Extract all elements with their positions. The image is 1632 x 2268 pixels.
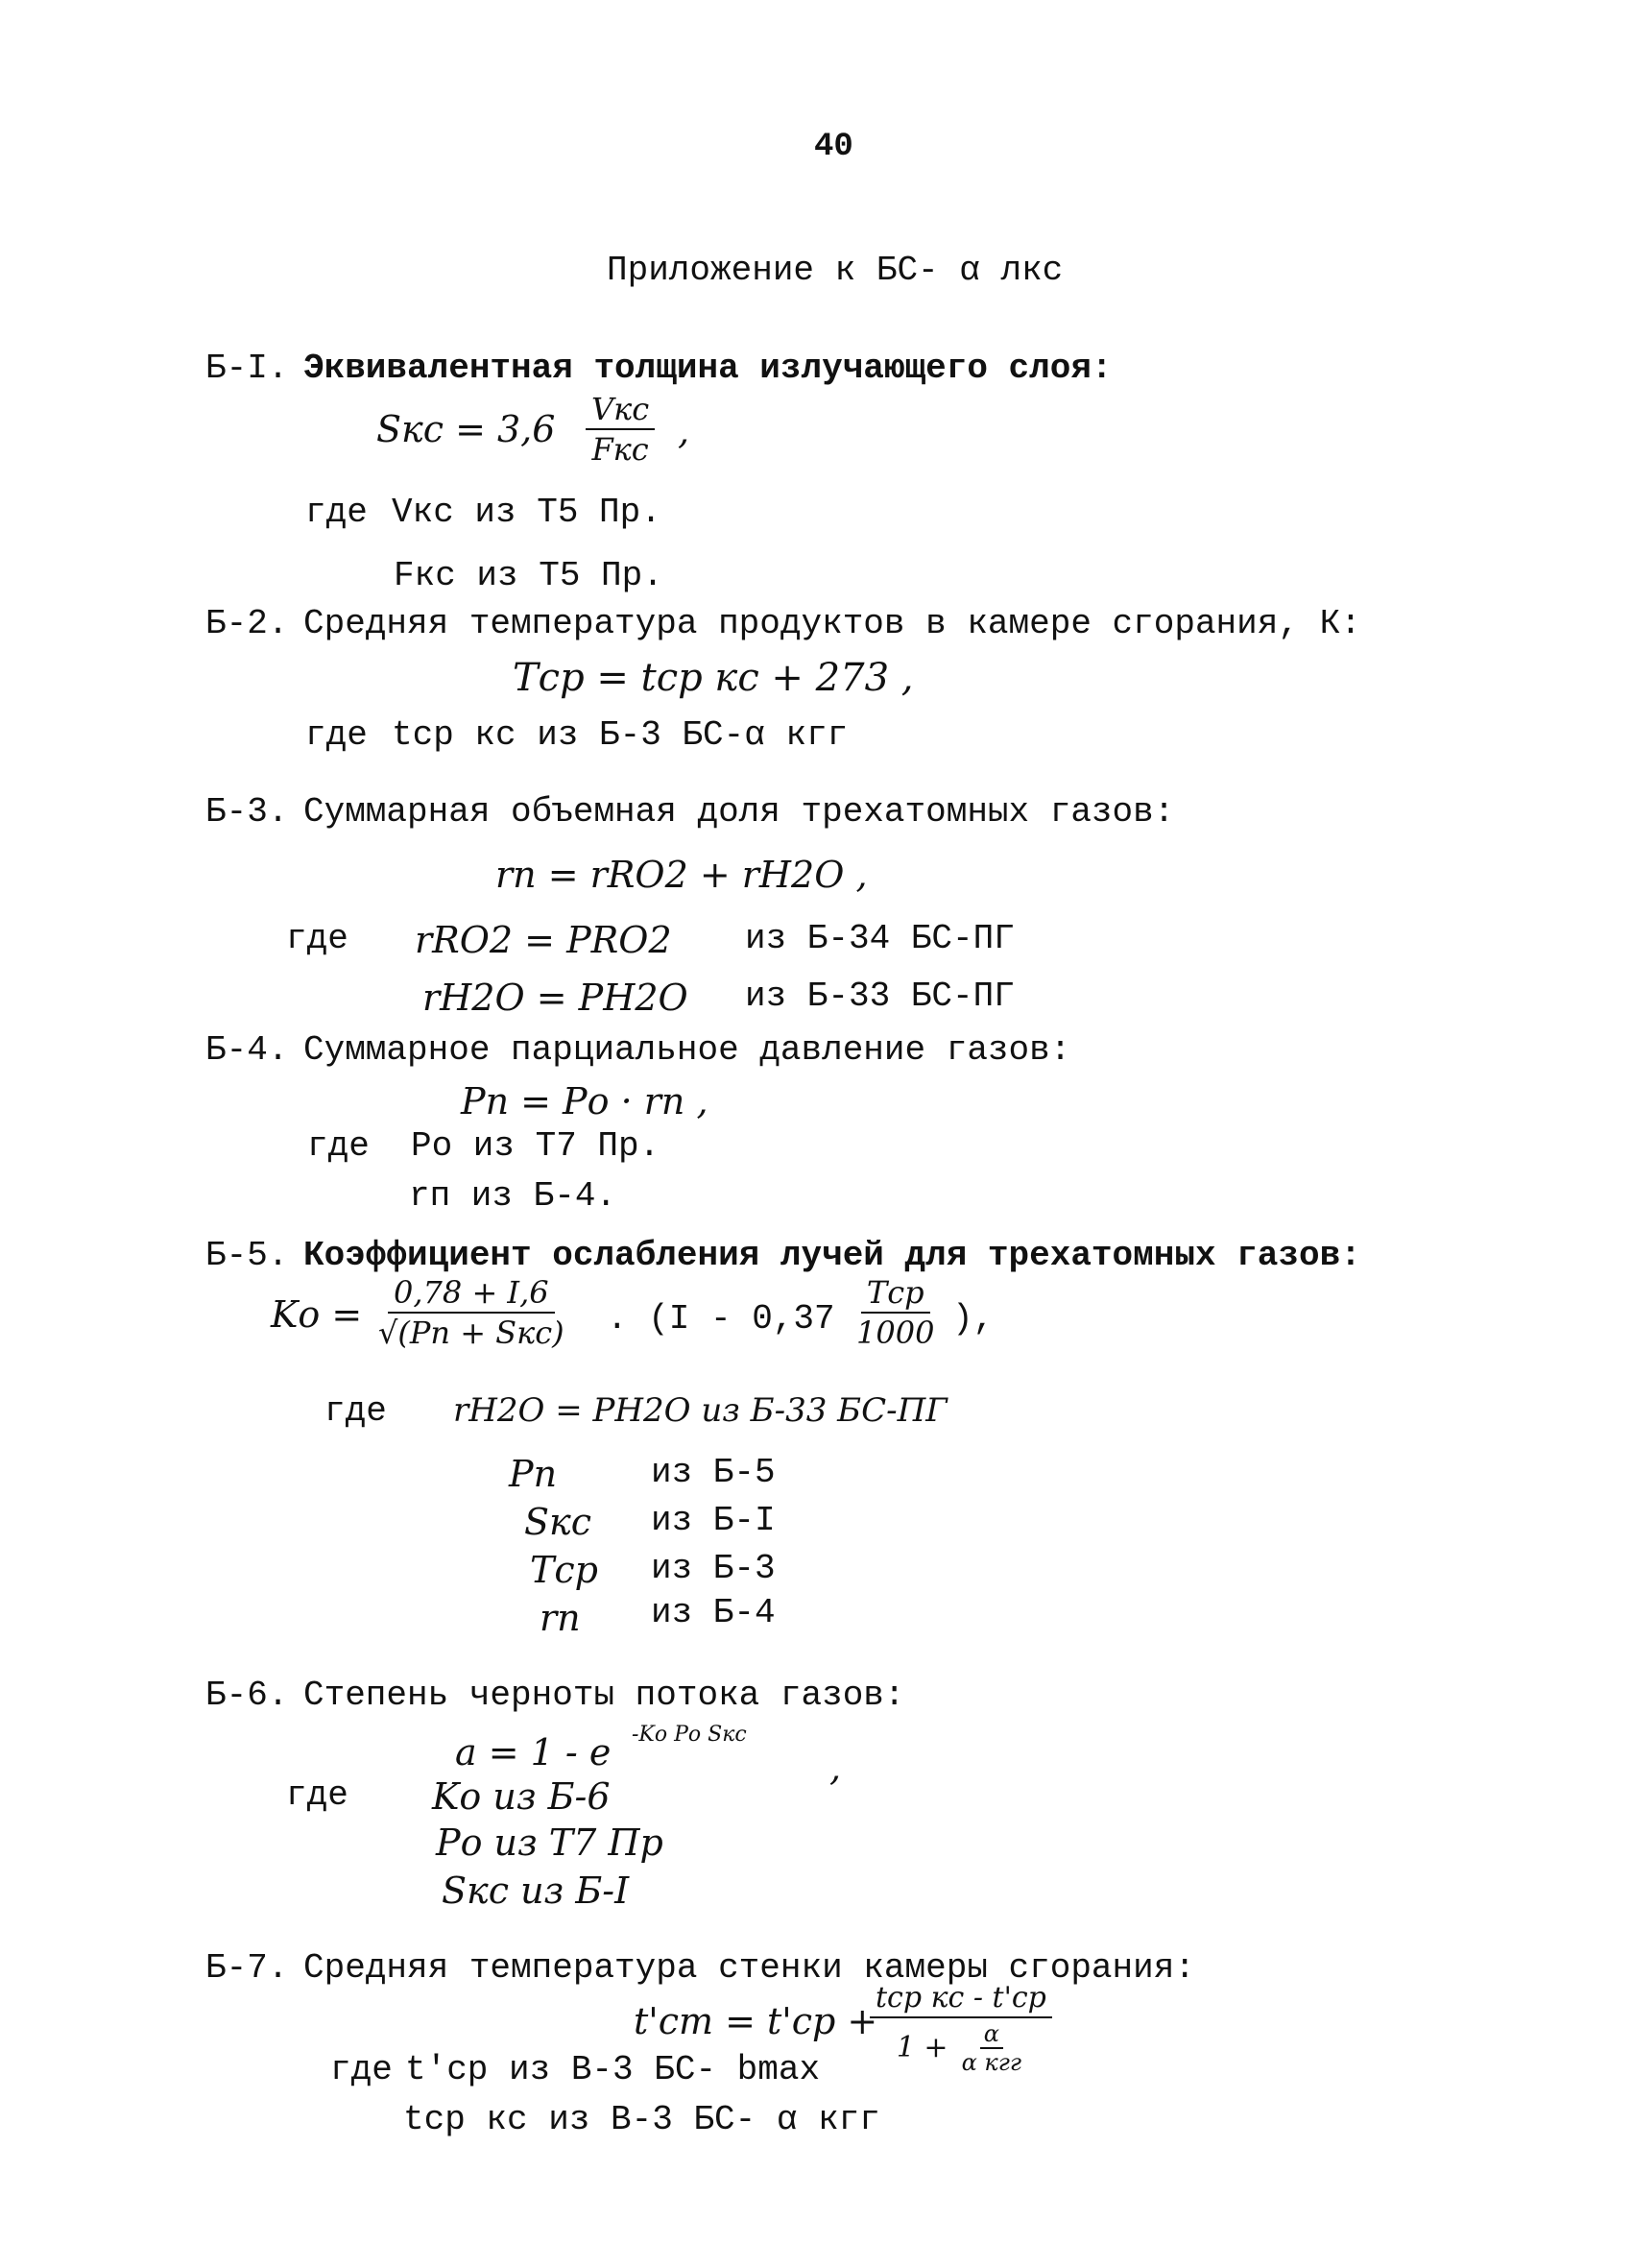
formula-b5-fraction-2-denominator: 1000 — [856, 1315, 935, 1351]
where-b6-item-2: Pо из Т7 Пр — [436, 1822, 663, 1864]
where-b4-item-1: Pо из Т7 Пр. — [411, 1126, 660, 1166]
where-b1: где — [305, 493, 368, 532]
where-b3: где — [286, 919, 348, 958]
formula-b6-comma: , — [829, 1747, 842, 1789]
where-b2-item-1: tср кс из Б-3 БС-α кгг — [392, 715, 849, 755]
formula-b5-fraction-2-numerator: Tср — [861, 1277, 930, 1314]
page-title: Приложение к БС- α лкс — [607, 251, 1064, 290]
where-b5-item-2-symbol: Pп — [509, 1453, 558, 1495]
formula-b1-fraction — [586, 391, 655, 468]
where-b5-item-3-symbol: Sкс — [524, 1501, 592, 1543]
section-label-b4: Б-4. — [205, 1030, 289, 1070]
where-b5-item-2-source: из Б-5 — [651, 1453, 776, 1492]
section-label-b3: Б-3. — [205, 792, 289, 832]
where-b7-item-2: tср кс из В-3 БС- α кгг — [403, 2100, 880, 2139]
section-label-b2: Б-2. — [205, 604, 289, 643]
section-heading-b7: Средняя температура стенки камеры сгорания: — [303, 1948, 1195, 1988]
formula-b5-lhs: Kо = — [271, 1293, 363, 1336]
formula-b7-denominator-one-plus: 1 + — [896, 2031, 948, 2064]
formula-b1-numerator: Vкс — [586, 394, 655, 430]
where-b6-item-1: Kо из Б-6 — [432, 1775, 611, 1818]
where-b6: где — [286, 1775, 348, 1815]
where-b5-item-5-symbol: rп — [540, 1597, 581, 1639]
formula-b5-end: ), — [952, 1299, 995, 1339]
formula-b1-comma: , — [678, 410, 690, 452]
where-b5-item-5-source: из Б-4 — [651, 1593, 776, 1632]
formula-b1-denominator: Fкс — [591, 431, 649, 468]
formula-b2: Tср = tср кс + 273 , — [513, 656, 914, 700]
where-b5-item-1: rH2O = PH2O из Б-33 БС-ПГ — [453, 1391, 948, 1430]
formula-b6-exponent: -Kо Pо Sкс — [632, 1723, 747, 1747]
where-b6-item-3: Sкс из Б-I — [442, 1870, 630, 1912]
formula-b5-fraction-2 — [851, 1274, 940, 1351]
section-label-b5: Б-5. — [205, 1236, 289, 1275]
formula-b7-denominator — [891, 2018, 1031, 2074]
formula-b7-inner-denominator: α кгг — [961, 2049, 1022, 2076]
where-b1-item-1: Vкс из Т5 Пр. — [392, 493, 661, 532]
where-b4: где — [307, 1126, 370, 1166]
where-b3-item-1-source: из Б-34 БС-ПГ — [745, 919, 1015, 958]
section-label-b7: Б-7. — [205, 1948, 289, 1988]
formula-b5-fraction-1-denominator: √(Pп + Sкс) — [378, 1315, 564, 1351]
formula-b7-numerator: tср кс - t'ср — [870, 1984, 1052, 2018]
section-heading-b4: Суммарное парциальное давление газов: — [303, 1030, 1071, 1070]
where-b5-item-3-source: из Б-I — [651, 1501, 776, 1540]
where-b4-item-2: rп из Б-4. — [409, 1176, 617, 1216]
formula-b7-inner-numerator: α — [980, 2022, 1003, 2049]
section-heading-b2: Средняя температура продуктов в камере сгорания, К: — [303, 604, 1361, 643]
where-b7-item-1: t'ср из В-3 БС- bmax — [405, 2050, 821, 2089]
formula-b4: Pп = Pо · rп , — [461, 1080, 708, 1122]
where-b3-item-1-formula: rRO2 = PRO2 — [415, 919, 672, 961]
where-b5: где — [324, 1391, 387, 1431]
formula-b3: rп = rRO2 + rH2O , — [495, 854, 868, 896]
section-heading-b5: Коэффициент ослабления лучей для трехатомных газов: — [303, 1236, 1361, 1275]
where-b1-item-2: Fкс из Т5 Пр. — [394, 556, 663, 595]
page-number: 40 — [814, 129, 853, 165]
section-label-b1: Б-I. — [205, 349, 289, 388]
where-b3-item-2-formula: rH2O = PH2O — [422, 977, 688, 1019]
formula-b5-fraction-1 — [372, 1274, 570, 1351]
section-heading-b1: Эквивалентная толщина излучающего слоя: — [303, 349, 1113, 388]
formula-b7-inner-fraction — [958, 2022, 1025, 2074]
where-b5-item-4-symbol: Tср — [530, 1549, 598, 1591]
formula-b7-lhs: t'ст = t'ср + — [634, 2000, 878, 2042]
section-label-b6: Б-6. — [205, 1676, 289, 1715]
where-b5-item-4-source: из Б-3 — [651, 1549, 776, 1588]
section-heading-b6: Степень черноты потока газов: — [303, 1676, 905, 1715]
formula-b7-fraction — [870, 1981, 1052, 2076]
where-b7: где — [330, 2050, 393, 2089]
formula-b5-fraction-1-numerator: 0,78 + I,6 — [388, 1277, 555, 1314]
section-heading-b3: Суммарная объемная доля трехатомных газов: — [303, 792, 1175, 832]
formula-b1-lhs: Sкс = 3,6 — [376, 408, 556, 450]
where-b2: где — [305, 715, 368, 755]
formula-b6: a = 1 - e — [455, 1731, 612, 1773]
where-b3-item-2-source: из Б-33 БС-ПГ — [745, 977, 1015, 1016]
formula-b5-middle: . (I - 0,37 — [607, 1299, 835, 1339]
